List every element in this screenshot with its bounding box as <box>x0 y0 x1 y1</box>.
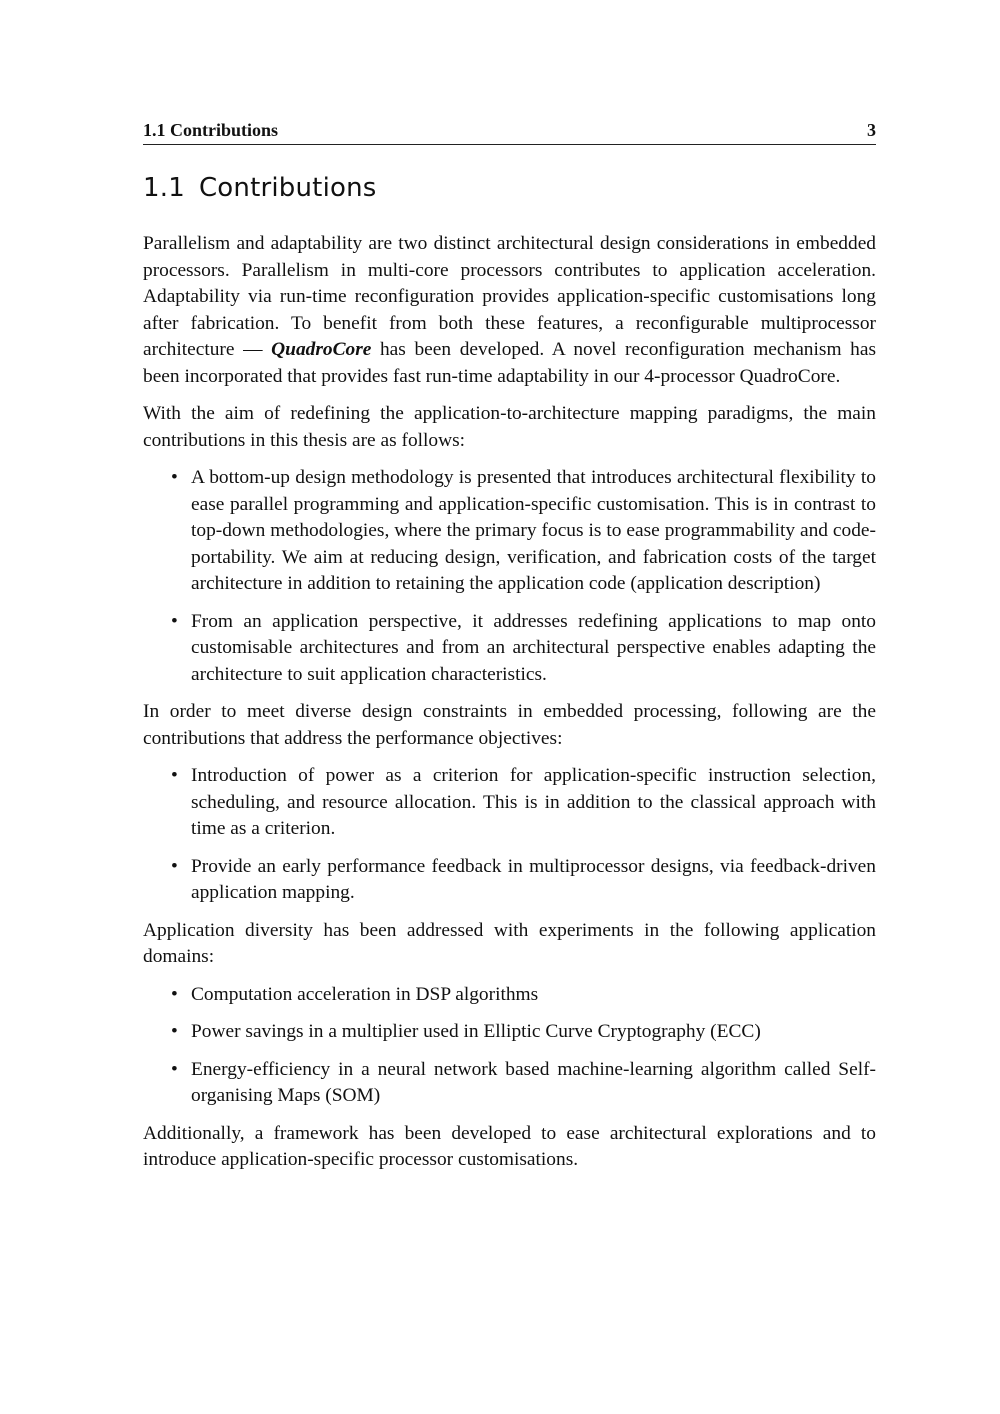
page <box>143 120 876 1185</box>
paragraph-aim: With the aim of redefining the application-to-architecture mapping paradigms, the main contributions in this thesis are as follows: <box>143 403 876 451</box>
paragraph-framework: Additionally, a framework has been developed to ease architectural explorations and to introduce application-specific processor customisations. <box>143 1122 876 1170</box>
paragraph-diversity: Application diversity has been addressed with experiments in the following application domains: <box>143 919 876 967</box>
list-item: • Provide an early performance feedback in multiprocessor designs, via feedback-driven application mapping. <box>191 854 876 907</box>
section-number: 1.1 <box>143 173 185 203</box>
running-header <box>143 120 876 145</box>
running-header-title: 1.1 Contributions <box>143 120 279 140</box>
paragraph-intro-part2: has been developed. A novel reconfiguration mechanism has been incorporated that provides fast run-time adaptability in our 4-processor QuadroCore. <box>143 339 876 387</box>
list-item: • Introduction of power as a criterion for application-specific instruction selection, scheduling, and resource allocation. This is in addition to the classical approach with time as a criterion. <box>191 763 876 843</box>
quadrocore-emphasis: QuadroCore <box>271 339 372 360</box>
list-item: • A bottom-up design methodology is presented that introduces architectural flexibility to ease parallel programming and application-specific customisation. This is in contrast to top-down methodologies, where the primary focus is to ease programmability and code-portability. We aim at reducing design, verification, and fabrication costs of the target architecture in addition to retaining the application code (application description) <box>191 465 876 598</box>
paragraph-constraints: In order to meet diverse design constraints in embedded processing, following are the contributions that address the performance objectives: <box>143 701 876 749</box>
section-title <box>143 173 876 203</box>
performance-contributions-list <box>143 763 876 907</box>
body-text <box>143 231 876 1174</box>
page-number: 3 <box>867 120 876 140</box>
list-item: • Energy-efficiency in a neural network based machine-learning algorithm called Self-organising Maps (SOM) <box>191 1057 876 1110</box>
paragraph-intro-part1: Parallelism and adaptability are two distinct architectural design considerations in embedded processors. Parallelism in multi-core processors contributes to application acceleration. Adaptability via run-time reconfiguration provides application-specific customisations long after fabrication. To benefit from both these features, a reconfigurable multiprocessor architecture — <box>143 233 876 360</box>
list-item: • Computation acceleration in DSP algorithms <box>191 982 876 1009</box>
list-item: • From an application perspective, it addresses redefining applications to map onto customisable architectures and from an architectural perspective enables adapting the architecture to suit application characteristics. <box>191 609 876 689</box>
application-domains-list <box>143 982 876 1110</box>
list-item: • Power savings in a multiplier used in Elliptic Curve Cryptography (ECC) <box>191 1019 876 1046</box>
paragraph-intro <box>143 231 876 390</box>
section-title-text: Contributions <box>198 173 377 203</box>
main-contributions-list <box>143 465 876 688</box>
